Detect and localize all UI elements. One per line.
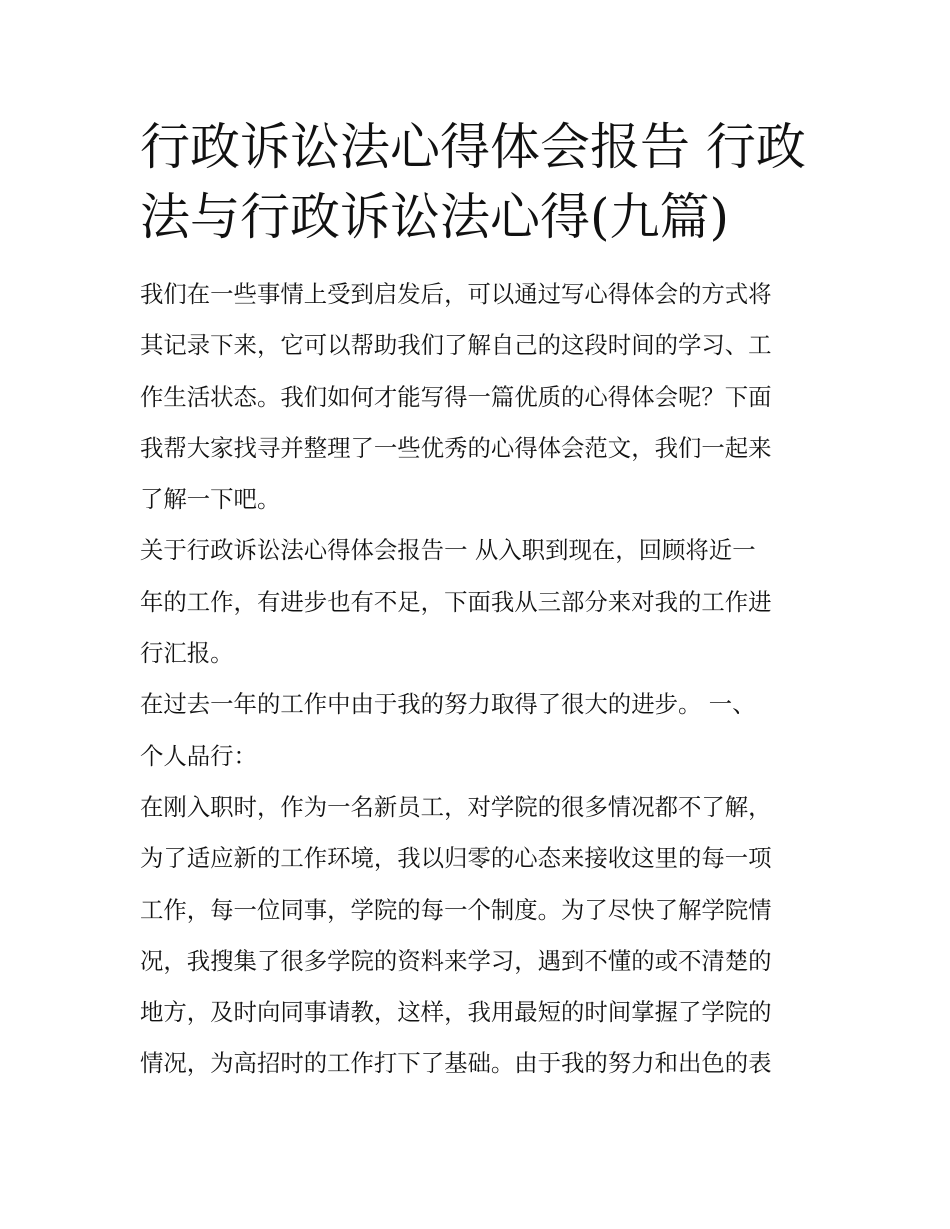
document-body xyxy=(140,269,812,1090)
text-line: 工作，每一位同事，学院的每一个制度。为了尽快了解学院情 xyxy=(140,895,772,924)
text-line: 行汇报。 xyxy=(140,639,234,668)
text-line: 个人品行： xyxy=(140,741,257,770)
text-line: 在过去一年的工作中由于我的努力取得了很大的进步。 一、 xyxy=(140,690,756,719)
paragraph-intro xyxy=(140,269,812,525)
document-content xyxy=(140,112,812,1090)
paragraph-personal-conduct xyxy=(140,782,812,1090)
text-line: 年的工作，有进步也有不足，下面我从三部分来对我的工作进 xyxy=(140,587,772,616)
paragraph-progress xyxy=(140,679,812,782)
text-line: 其记录下来，它可以帮助我们了解自己的这段时间的学习、工 xyxy=(140,331,772,360)
text-line: 况，我搜集了很多学院的资料来学习，遇到不懂的或不清楚的 xyxy=(140,946,772,975)
title-line: 法与行政诉讼法心得(九篇) xyxy=(140,188,730,246)
paragraph-report-one xyxy=(140,525,812,679)
text-line: 为了适应新的工作环境，我以归零的心态来接收这里的每一项 xyxy=(140,844,772,873)
text-line: 情况，为高招时的工作打下了基础。由于我的努力和出色的表 xyxy=(140,1049,772,1078)
title-line: 行政诉讼法心得体会报告 行政 xyxy=(140,118,806,176)
text-line: 在刚入职时，作为一名新员工，对学院的很多情况都不了解， xyxy=(140,792,772,821)
text-line: 我们在一些事情上受到启发后，可以通过写心得体会的方式将 xyxy=(140,280,772,308)
document-title xyxy=(140,112,812,252)
text-line: 关于行政诉讼法心得体会报告一 从入职到现在，回顾将近一 xyxy=(140,536,756,565)
text-line: 地方，及时向同事请教，这样，我用最短的时间掌握了学院的 xyxy=(140,998,772,1027)
text-line: 作生活状态。我们如何才能写得一篇优质的心得体会呢？下面 xyxy=(140,382,772,411)
text-line: 我帮大家找寻并整理了一些优秀的心得体会范文，我们一起来 xyxy=(140,433,772,462)
text-line: 了解一下吧。 xyxy=(140,485,281,514)
